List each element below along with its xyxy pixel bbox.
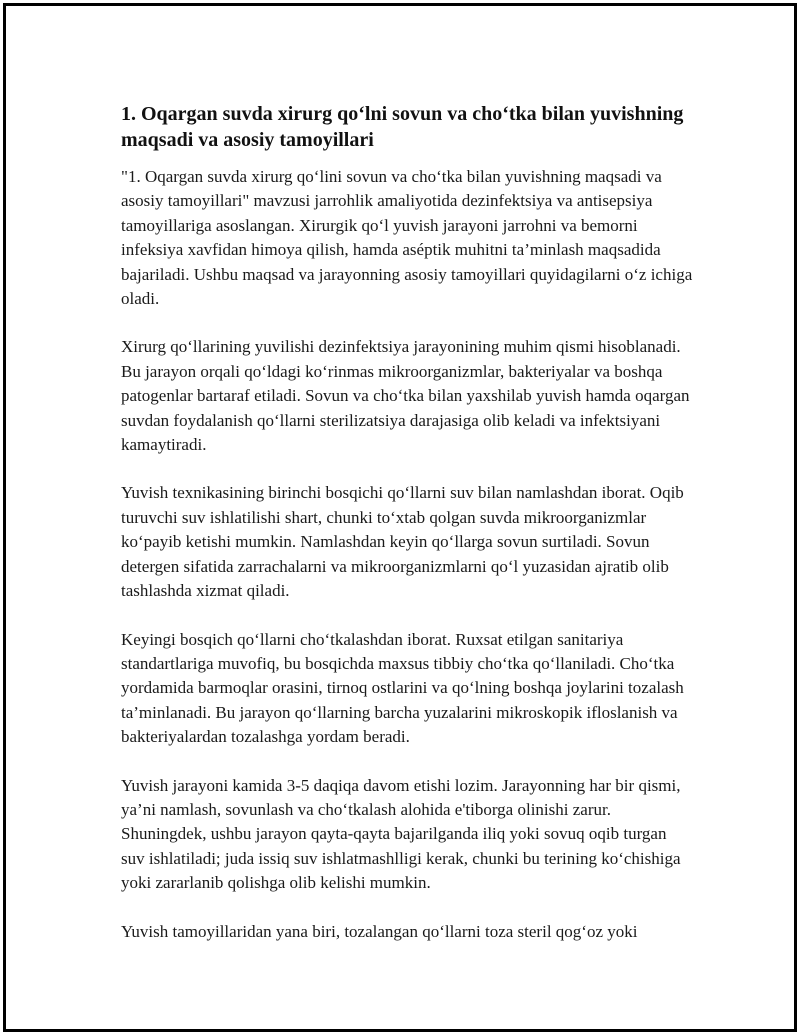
page-frame	[3, 3, 797, 1032]
paragraph-4: Keyingi bosqich qo‘llarni cho‘tkalashdan iborat. Ruxsat etilgan sanitariya standartlariga muvofiq, bu bosqichda maxsus tibbiy cho‘tka qo‘llaniladi. Cho‘tka yordamida barmoqlar orasini, tirnoq ostlarini va qo‘lning boshqa joylarini tozalash ta’minlanadi. Bu jarayon qo‘llarning barcha yuzalarini mikroskopik ifloslanish va bakteriyalardan tozalashga yordam beradi.	[121, 629, 684, 747]
paragraph-1: "1. Oqargan suvda xirurg qo‘lini sovun va cho‘tka bilan yuvishning maqsadi va asosiy tamoyillari" mavzusi jarrohlik amaliyotida dezinfektsiya va antisepsiya tamoyillariga asoslangan. Xirurgik qo‘l yuvish jarayoni jarrohni va bemorni infeksiya xavfidan himoya qilish, hamda aséptik muhitni ta’minlash maqsadida bajariladi. Ushbu maqsad va jarayonning asosiy tamoyillari quyidagilarni o‘z ichiga oladi.	[121, 167, 693, 309]
section-heading: 1. Oqargan suvda xirurg qo‘lni sovun va cho‘tka bilan yuvishning maqsadi va asosiy tamoyillari	[121, 103, 684, 151]
paragraph-5: Yuvish jarayoni kamida 3-5 daqiqa davom etishi lozim. Jarayonning har bir qismi, ya’ni namlash, sovunlash va cho‘tkalash alohida e'tiborga olinishi zarur. Shuningdek, ushbu jarayon qayta-qayta bajarilganda iliq yoki sovuq oqib turgan suv ishlatiladi; juda issiq suv ishlatmashlligi kerak, chunki bu terining ko‘chishiga yoki zararlanib qolishga olib kelishi mumkin.	[121, 775, 681, 893]
paragraph-2: Xirurg qo‘llarining yuvilishi dezinfektsiya jarayonining muhim qismi hisoblanadi. Bu jarayon orqali qo‘ldagi ko‘rinmas mikroorganizmlar, bakteriyalar va boshqa patogenlar bartaraf etiladi. Sovun va cho‘tka bilan yaxshilab yuvish hamda oqargan suvdan foydalanish qo‘llarni sterilizatsiya darajasiga olib keladi va infektsiyani kamaytiradi.	[121, 337, 690, 455]
paragraph-6: Yuvish tamoyillaridan yana biri, tozalangan qo‘llarni toza steril qog‘oz yoki	[121, 921, 638, 941]
paragraph-3: Yuvish texnikasining birinchi bosqichi qo‘llarni suv bilan namlashdan iborat. Oqib turuvchi suv ishlatilishi shart, chunki to‘xtab qolgan suvda mikroorganizmlar ko‘payib ketishi mumkin. Namlashdan keyin qo‘llarga sovun surtiladi. Sovun detergen sifatida zarrachalarni va mikroorganizmlarni qo‘l yuzasidan ajratib olib tashlashda xizmat qiladi.	[121, 483, 684, 601]
document-body	[121, 101, 693, 968]
